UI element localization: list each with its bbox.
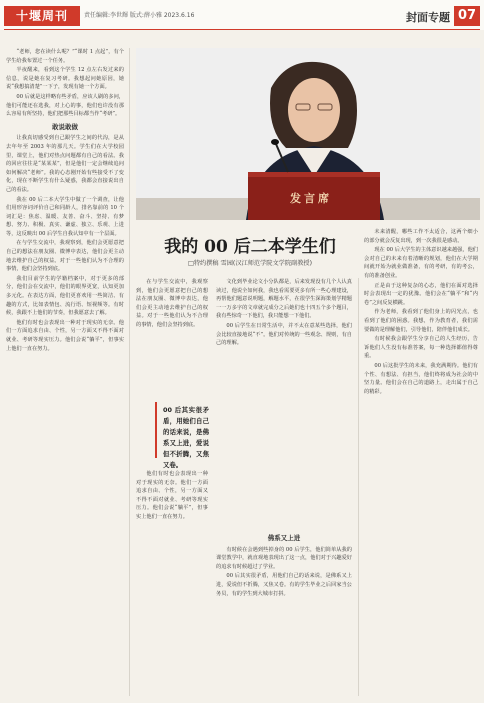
section-title: 封面专题 bbox=[406, 11, 450, 24]
paragraph: 他们有时也会表现出一种对于现实的无奈。他们一方面追求自由、个性，另一方面又不得不面对就业、考研等现实压力。他们会说“躺平”，但事实上他们一直在努力。 bbox=[6, 319, 124, 352]
paragraph: 我在 00 后二本大学生中做了一个调查，让他们用形容词评价自己和同龄人，排名靠前的 10 个词汇是：焦虑、温暖、友善、奋斗、坚持、有梦想、努力、积极、真实、谦虚、独立、乐观、上进等，这反映出 00 后学生自我认知中有一个层面。 bbox=[6, 196, 124, 237]
header-rule bbox=[4, 29, 480, 30]
subheading: 佛系又上进 bbox=[267, 534, 301, 542]
paragraph: 有时候我会跟学生分享自己的人生经历，告诉他们人生没有标准答案，每一种选择都值得尊重。 bbox=[364, 336, 478, 360]
paragraph: 未来清醒，哪些工作不太适合，这两个细小的部分就会反复出现，到一次我很是感动。 bbox=[364, 229, 478, 244]
paragraph: 半夜醒来，看到这个学生 12 点左右发过来的信息，说是她在复习考研。我想起问她原因，她说“我想搞清楚”一下子，发现有她一个方面。 bbox=[6, 67, 124, 91]
column-2-lower bbox=[216, 530, 352, 696]
paragraph: 00 后学生在日常生活中，并不太在意某些选择，他们会比较直接地说“不”。他们对传统的一些观念、规则，有自己的理解。 bbox=[216, 322, 352, 347]
page-header bbox=[0, 0, 484, 30]
paragraph: 有时候在会遇到些掉身的 00 后学生，他们简单从我的课堂教学中，就直观地表现出了这一点，他们对于兴趣爱好的追求有时候超过了学业。 bbox=[216, 546, 352, 570]
pull-quote: 00 后其实很矛盾，用她们自己的话来说，是佛系又上进，爱说但不折腾，又焦又卷。 bbox=[163, 406, 209, 469]
paragraph: 让我真切感受到自己跟学生之间的代沟，是从去年年至 2003 年的那几天。学生们在大学校园里，课堂上，他们对热点问题都有自己的看法。我的回应往往是“某某某”，但是他们一定会继续追问如何解决“老师”。我的心态刚开始有些接受不了变化，现在不断学生有什么疑惑，我都会直接说出自己的看法。 bbox=[6, 135, 124, 193]
paragraph: “老师，您在读什么呢？”“课时 1 点起”，有个学生给我布置过一个任务。 bbox=[6, 49, 124, 64]
paragraph: 他们有时也会表现出一种对于现实的无奈。他们一方面追求自由、个性，另一方面又不得不面对就业、考研等现实压力。他们会说“躺平”，但事实上他们一直在努力。 bbox=[136, 471, 208, 520]
paragraph: 文化到毕业论文小分队都是，后来发现没有几个人认真读过，他说全如何我，我也看需要更多有所一些心理建设，再帮他们题意说明题，解题水平，在很学生深海策划学精题一一万多字的文章就完成分之后她们也十四五个多个题目，我有些惊奇一下他们，我只能想一下他们。 bbox=[216, 279, 352, 320]
column-divider bbox=[358, 278, 359, 696]
speaker-photo bbox=[136, 48, 480, 220]
column-3 bbox=[364, 228, 478, 696]
pullquote-bar bbox=[155, 402, 157, 458]
paragraph: 现在 00 后大学生的主体意识越来越强，他们会对自己的未来有着清晰的规划，他们在大学期间就开始为就业做准备，有的考研，有的考公，有的准备创业。 bbox=[364, 247, 478, 279]
paragraph: 正是由于这种复杂的心态，他们在面对选择时会表现出一定的犹豫。他们会在“躺平”和“内卷”之间反复横跳。 bbox=[364, 282, 478, 306]
page-number: 07 bbox=[454, 6, 480, 26]
paragraph: 我们目前学生的学籍档案中，对于更多的部分，他们会在交流中，他们的眼界更宽，认知更加多元化。在表达方面，他们更喜欢用一些简洁、有趣的方式，比如表情包、流行语、短视频等。有时候，我跟不上他们的节奏，但我愿意去了解。 bbox=[6, 275, 124, 317]
paragraph: 00 后其实很矛盾，用他们自己的话来说，是佛系又上进，爱说但不折腾，又焦又卷。有的学生毕业之后回家当公务员，有的学生到大城市打拼。 bbox=[216, 573, 352, 597]
paragraph: 在与学生交流中，我观察到，他们会更愿意把自己的想法在朋友圈、微博中表达，他们会更主动地去维护自己的权益。对于一些他们认为不合理的事情，他们会坚持到底。 bbox=[136, 279, 208, 328]
article-byline: □特约撰稿 雪园(汉江师范学院文学院副教授) bbox=[187, 260, 312, 267]
masthead: 十堰周刊 bbox=[4, 6, 80, 26]
column-narrow-lower bbox=[136, 470, 208, 696]
header-meta: 责任编辑:李世輝 版式:薛小雅 2023.6.16 bbox=[84, 12, 195, 19]
column-1 bbox=[6, 48, 124, 696]
subheading: 敢说敢做 bbox=[52, 122, 78, 131]
paragraph: 00 后这批学生的未来，我充满期待。他们有个性、有想法、有担当，他们终将成为社会的中坚力量。他们会在自己的道路上，走出属于自己的精彩。 bbox=[364, 362, 478, 395]
column-divider bbox=[129, 48, 130, 696]
nameplate: 发言席 bbox=[290, 192, 332, 205]
column-narrow bbox=[136, 278, 208, 398]
column-2-upper bbox=[216, 278, 352, 528]
paragraph: 00 后就是这样略有些矛盾，应该人刷的多问，他们可能还在选我，对上心的事，他们也许没有那么容易有所坚持，他们把那些目标都当作“考研”。 bbox=[6, 93, 124, 118]
article-title: 我的 00 后二本学生们 bbox=[164, 237, 336, 257]
paragraph: 在与学生交流中，我观察到，他们会更愿意把自己的想法在朋友圈、微博中表达，他们会更主动地去维护自己的权益。对于一些他们认为不合理的事情，他们会坚持到底。 bbox=[6, 240, 124, 273]
paragraph: 作为老师，我看到了他们身上的闪光点，也看到了他们的困惑。我想，作为教育者，我们需要做的是理解他们，引导他们，陪伴他们成长。 bbox=[364, 309, 478, 333]
